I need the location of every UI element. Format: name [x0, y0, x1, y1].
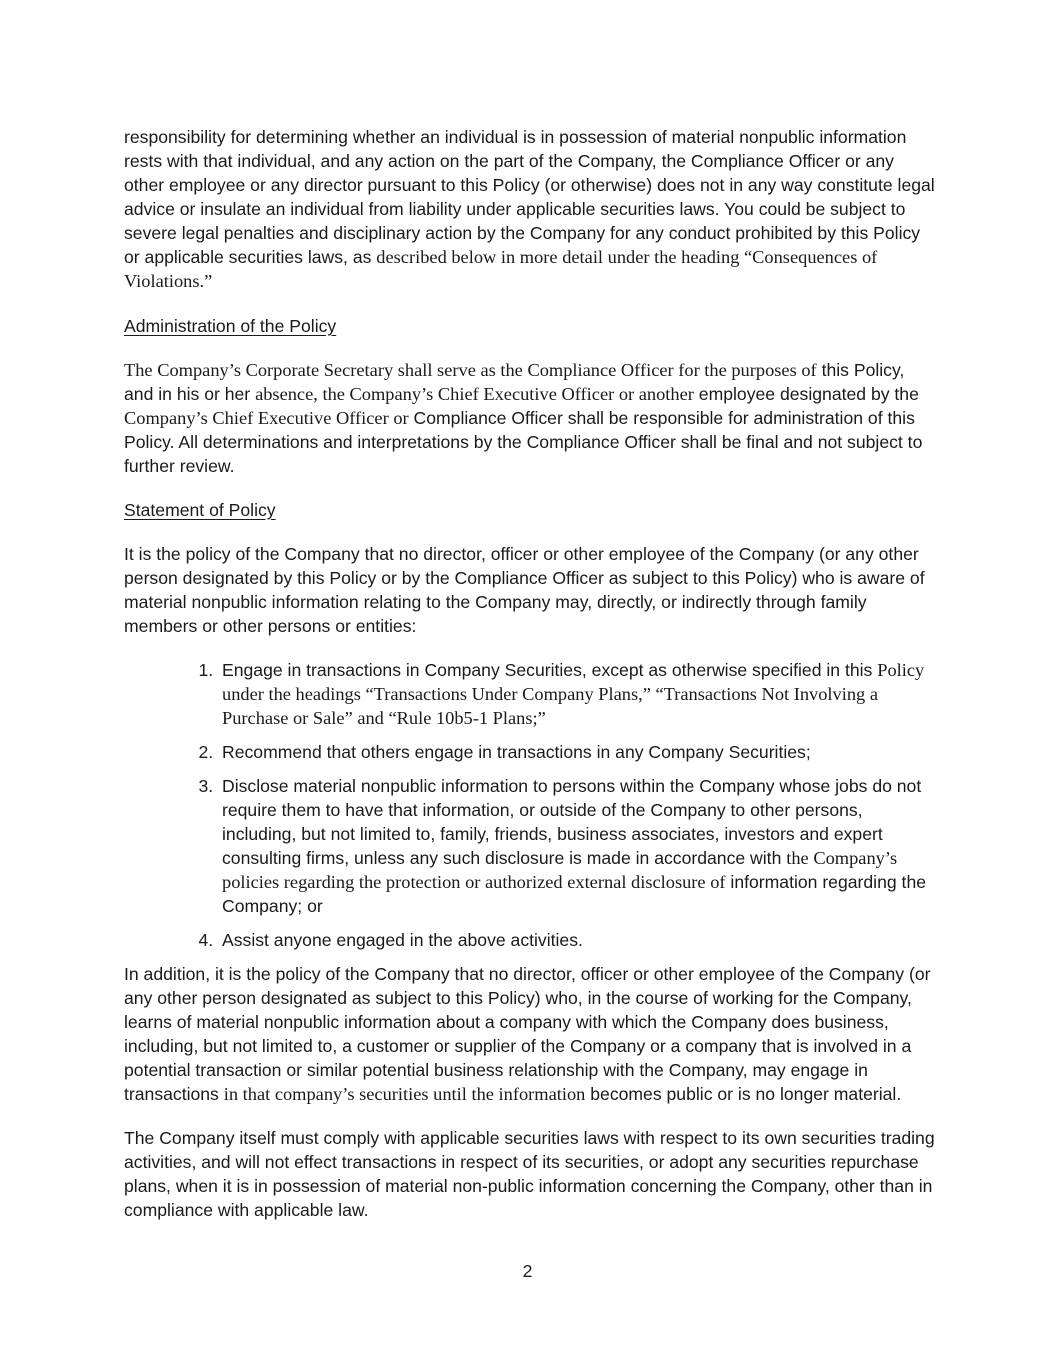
list-item-text: Disclose material nonpublic information to persons within the Company whose jobs do not require them to have that information, or outside of the Company to other persons, including, but not limited to, family, friends, business associates, investors and expert consulting firms, unless any such disclosure is made in accordance with [222, 776, 922, 868]
page-body [124, 125, 936, 1222]
list-item-text: Assist anyone engaged in the above activities. [222, 930, 583, 950]
administration-text-5: Company’s Chief Executive Officer or [124, 408, 409, 428]
administration-text-2: this Policy, and in his or her [124, 360, 905, 404]
administration-text-6: Compliance Officer shall be responsible for administration of this Policy. All determinations and interpretations by the Compliance Officer shall be final and not subject to further review. [124, 408, 923, 476]
prohibited-actions-list [124, 658, 936, 952]
addition-paragraph-text: In addition, it is the policy of the Company that no director, officer or other employee of the Company (or any other person designated as subject to this Policy) who, in the course of working for the Company, learns of material nonpublic information about a company with which the Company does business, including, but not limited to, a customer or supplier of the Company or a company that is involved in a potential transaction or similar potential business relationship with the Company, may engage in transactions [124, 964, 931, 1104]
company-paragraph: The Company itself must comply with applicable securities laws with respect to its own securities trading activities, and will not effect transactions in respect of its securities, or adopt any securities repurchase plans, when it is in possession of material non-public information concerning the Company, other than in compliance with applicable law. [124, 1128, 935, 1220]
list-item [218, 928, 936, 952]
list-item-text: Engage in transactions in Company Securities, except as otherwise specified in this [222, 660, 873, 680]
administration-text-4: employee designated by the [698, 384, 919, 404]
list-item-serif-text: the Company’s policies regarding the protection or authorized external disclosure of [222, 848, 898, 892]
intro-paragraph-text: responsibility for determining whether an individual is in possession of material nonpublic information rests with that individual, and any action on the part of the Company, the Compliance Officer or any other employee or any director pursuant to this Policy (or otherwise) does not in any way constitute legal advice or insulate an individual from liability under applicable securities laws. You could be subject to severe legal penalties and disciplinary action by the Company for any conduct prohibited by this Policy or applicable securities laws, as [124, 127, 935, 267]
list-item-text: Recommend that others engage in transactions in any Company Securities; [222, 742, 811, 762]
list-item [218, 658, 936, 730]
administration-paragraph [124, 358, 936, 478]
list-item-end-text: information regarding the Company; or [222, 872, 927, 916]
administration-heading: Administration of the Policy [124, 316, 337, 336]
intro-paragraph [124, 125, 936, 293]
administration-text-3: absence, the Company’s Chief Executive Officer or another [255, 384, 694, 404]
page-number: 2 [522, 1261, 533, 1281]
list-item-serif-text: Policy under the headings “Transactions Under Company Plans,” “Transactions Not Involving a Purchase or Sale” and “Rule 10b5-1 Plans;” [222, 660, 925, 728]
list-item [218, 774, 936, 918]
statement-heading: Statement of Policy [124, 500, 276, 520]
list-item [218, 740, 936, 764]
statement-paragraph: It is the policy of the Company that no director, officer or other employee of the Company (or any other person designated by this Policy or by the Compliance Officer as subject to this Policy) who is aware of material nonpublic information relating to the Company may, directly, or indirectly through family members or other persons or entities: [124, 544, 925, 636]
addition-paragraph-end-text: becomes public or is no longer material. [590, 1084, 902, 1104]
addition-paragraph [124, 962, 936, 1106]
addition-paragraph-serif-text: in that company’s securities until the information [223, 1084, 586, 1104]
administration-text-1: The Company’s Corporate Secretary shall serve as the Compliance Officer for the purposes of [124, 360, 817, 380]
intro-paragraph-serif-text: described below in more detail under the heading “Consequences of Violations.” [124, 247, 878, 291]
